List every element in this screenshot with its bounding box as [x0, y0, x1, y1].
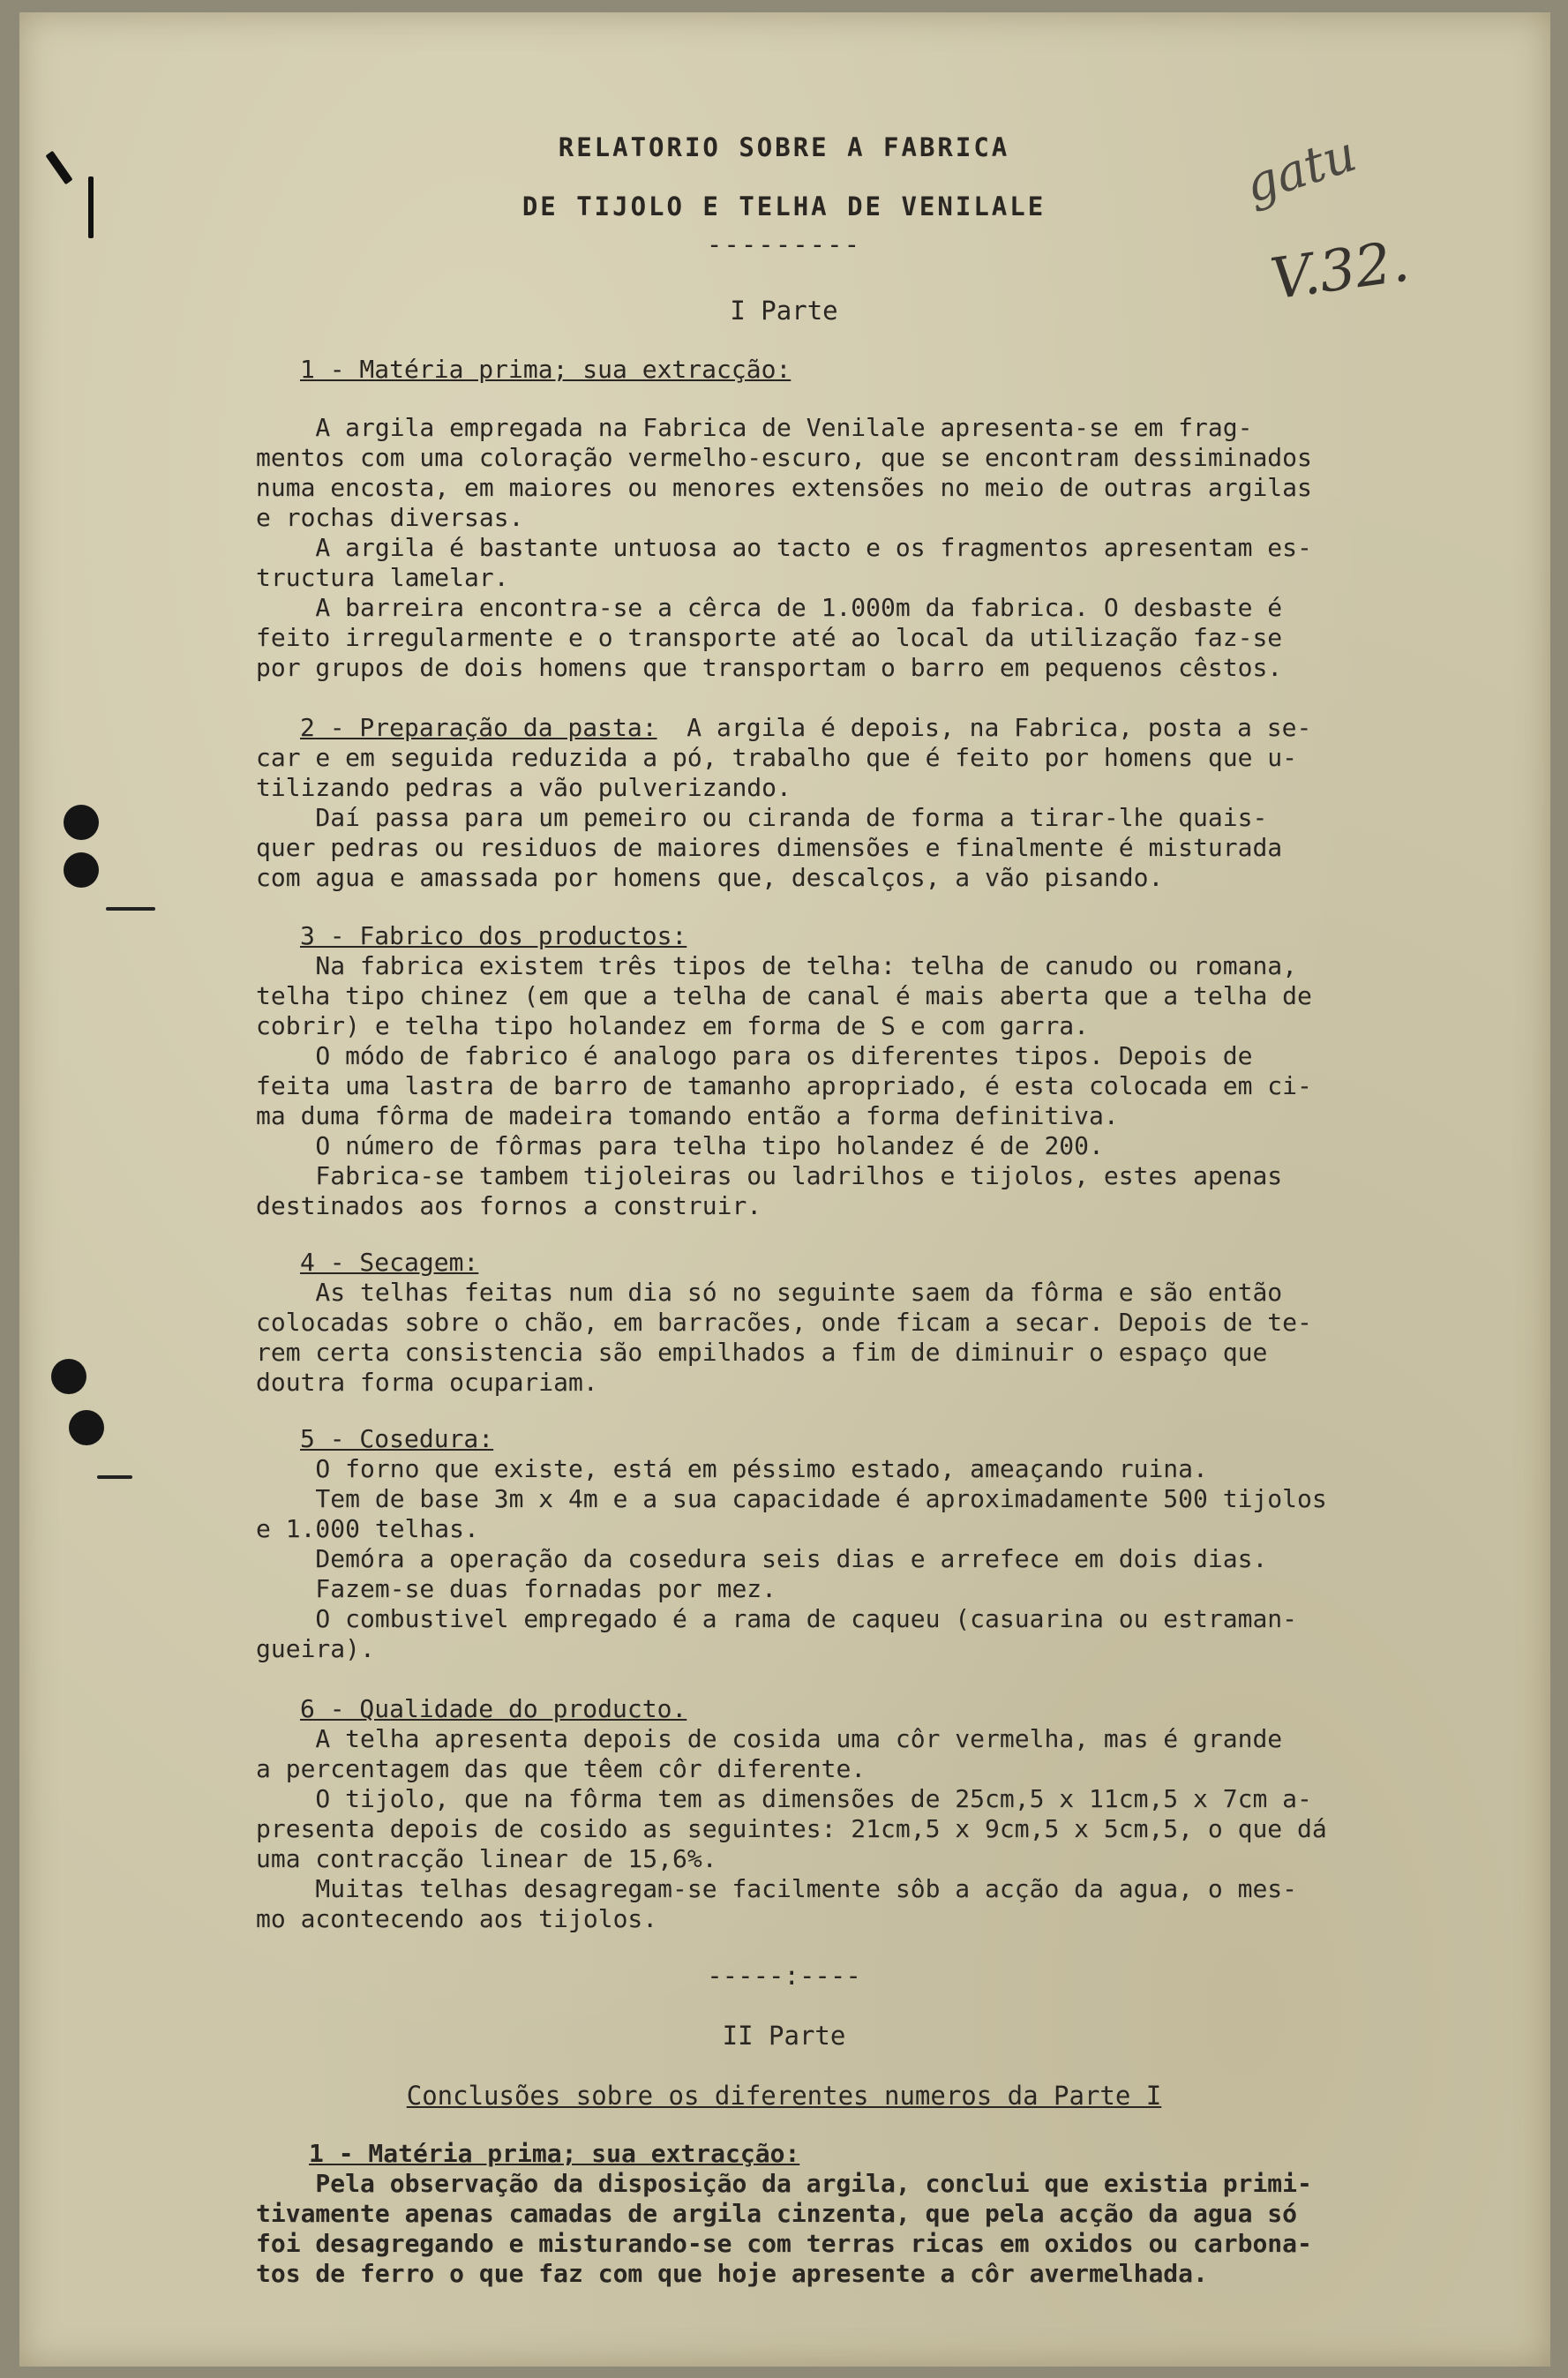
- body-line: presenta depois de cosido as seguintes: 21cm,5 x 9cm,5 x 5cm,5, o que dá: [256, 1814, 1327, 1843]
- body-line: tos de ferro o que faz com que hoje apresente a côr avermelhada.: [256, 2259, 1208, 2288]
- section-heading: 1 - Matéria prima; sua extracção:: [300, 355, 792, 384]
- part1-section4: [300, 1248, 1553, 1278]
- body-line: Muitas telhas desagregam-se facilmente sôb a acção da agua, o mes-: [256, 1874, 1298, 1903]
- part1-section6-body: [256, 1724, 1509, 1934]
- body-line: car e em seguida reduzida a pó, trabalho que é feito por homens que u-: [256, 743, 1298, 772]
- body-line: colocadas sobre o chão, em barracões, onde ficam a secar. Depois de te-: [256, 1308, 1312, 1337]
- body-line: telha tipo chinez (em que a telha de canal é mais aberta que a telha de: [256, 981, 1312, 1010]
- body-line: por grupos de dois homens que transportam o barro em pequenos cêstos.: [256, 653, 1283, 682]
- body-line: com agua e amassada por homens que, descalços, a vão pisando.: [256, 863, 1164, 892]
- body-line: doutra forma ocupariam.: [256, 1368, 598, 1397]
- body-line: a percentagem das que têem côr diferente.: [256, 1754, 867, 1783]
- body-line: mentos com uma coloração vermelho-escuro, que se encontram dessiminados: [256, 443, 1312, 472]
- punch-hole: [69, 1410, 104, 1445]
- body-line: mo acontecendo aos tijolos.: [256, 1904, 658, 1933]
- part1-section3: [300, 921, 1553, 951]
- body-line: A argila é depois, na Fabrica, posta a se-: [656, 713, 1312, 742]
- body-line: quer pedras ou residuos de maiores dimensões e finalmente é misturada: [256, 833, 1283, 862]
- section-heading: 1 - Matéria prima; sua extracção:: [309, 2139, 800, 2168]
- body-line: rem certa consistencia são empilhados a fim de diminuir o espaço que: [256, 1338, 1268, 1367]
- body-line: Na fabrica existem três tipos de telha: telha de canudo ou romana,: [256, 951, 1298, 980]
- body-line: O combustivel empregado é a rama de caqueu (casuarina ou estraman-: [256, 1604, 1298, 1633]
- part2-section1: [309, 2139, 1562, 2169]
- document-title-line1: RELATORIO SOBRE A FABRICA: [558, 132, 1010, 162]
- section-heading: 6 - Qualidade do producto.: [300, 1694, 687, 1723]
- body-line: gueira).: [256, 1634, 375, 1663]
- part1-section2: [256, 713, 1509, 893]
- part1-heading: I Parte: [730, 296, 838, 326]
- section-heading: 2 - Preparação da pasta:: [300, 713, 657, 742]
- body-line: Tem de base 3m x 4m e a sua capacidade é aproximadamente 500 tijolos: [256, 1484, 1327, 1513]
- handwritten-note: gatu: [1238, 124, 1363, 215]
- body-line: A barreira encontra-se a cêrca de 1.000m da fabrica. O desbaste é: [256, 593, 1283, 622]
- body-line: O módo de fabrico é analogo para os diferentes tipos. Depois de: [256, 1041, 1253, 1070]
- body-line: Daí passa para um pemeiro ou ciranda de forma a tirar-lhe quais-: [256, 803, 1268, 832]
- body-line: Fazem-se duas fornadas por mez.: [256, 1574, 777, 1603]
- body-line: uma contracção linear de 15,6%.: [256, 1844, 717, 1873]
- body-line: O tijolo, que na fôrma tem as dimensões de 25cm,5 x 11cm,5 x 7cm a-: [256, 1784, 1312, 1813]
- body-line: feita uma lastra de barro de tamanho apropriado, é esta colocada em ci-: [256, 1071, 1312, 1100]
- body-line: tructura lamelar.: [256, 563, 509, 592]
- part2-section1-body: [256, 2169, 1509, 2289]
- body-line: Demóra a operação da cosedura seis dias e arrefece em dois dias.: [256, 1544, 1268, 1573]
- section-heading: 4 - Secagem:: [300, 1248, 479, 1277]
- punch-hole: [64, 852, 99, 888]
- body-line: A telha apresenta depois de cosida uma côr vermelha, mas é grande: [256, 1724, 1283, 1753]
- document-title-line2: DE TIJOLO E TELHA DE VENILALE: [521, 191, 1047, 221]
- body-line: Fabrica-se tambem tijoleiras ou ladrilhos e tijolos, estes apenas: [256, 1161, 1283, 1190]
- body-line: tivamente apenas camadas de argila cinzenta, que pela acção da agua só: [256, 2199, 1298, 2228]
- body-line: destinados aos fornos a construir.: [256, 1191, 762, 1220]
- body-line: O forno que existe, está em péssimo estado, ameaçando ruina.: [256, 1454, 1208, 1483]
- part2-heading: II Parte: [722, 2021, 846, 2051]
- body-line: O número de fôrmas para telha tipo holandez é de 200.: [256, 1131, 1104, 1160]
- body-line: Pela observação da disposição da argila, conclui que existia primi-: [256, 2169, 1312, 2198]
- part1-section1-body: [256, 413, 1509, 683]
- body-line: As telhas feitas num dia só no seguinte saem da fôrma e são então: [256, 1278, 1283, 1307]
- section-heading: 5 - Cosedura:: [300, 1424, 494, 1453]
- body-line: A argila empregada na Fabrica de Venilale apresenta-se em frag-: [256, 413, 1253, 442]
- body-line: numa encosta, em maiores ou menores extensões no meio de outras argilas: [256, 473, 1312, 502]
- punch-hole: [51, 1359, 86, 1394]
- body-line: cobrir) e telha tipo holandez em forma de S e com garra.: [256, 1011, 1090, 1040]
- part1-section5-body: [256, 1454, 1509, 1664]
- handwritten-reference: V.32.: [1266, 229, 1414, 313]
- punch-hole: [64, 805, 99, 840]
- margin-mark: [106, 907, 155, 911]
- part2-subtitle: Conclusões sobre os diferentes numeros da Parte I: [406, 2081, 1162, 2111]
- part1-section4-body: [256, 1278, 1509, 1398]
- part1-section3-body: [256, 951, 1509, 1221]
- body-line: foi desagregando e misturando-se com terras ricas em oxidos ou carbona-: [256, 2229, 1312, 2258]
- body-line: e rochas diversas.: [256, 503, 524, 532]
- margin-mark: [97, 1475, 132, 1479]
- part1-section5: [300, 1424, 1553, 1454]
- body-line: e 1.000 telhas.: [256, 1514, 479, 1543]
- section-divider: -----:----: [707, 1961, 861, 1991]
- body-line: A argila é bastante untuosa ao tacto e os fragmentos apresentam es-: [256, 533, 1312, 562]
- body-line: ma duma fôrma de madeira tomando então a forma definitiva.: [256, 1101, 1119, 1130]
- part1-section6: [300, 1694, 1553, 1724]
- section-heading: 3 - Fabrico dos productos:: [300, 921, 687, 950]
- body-line: tilizando pedras a vão pulverizando.: [256, 773, 792, 802]
- title-rule: ---------: [706, 229, 862, 259]
- part1-section1: [300, 355, 1553, 385]
- body-line: feito irregularmente e o transporte até ao local da utilização faz-se: [256, 623, 1283, 652]
